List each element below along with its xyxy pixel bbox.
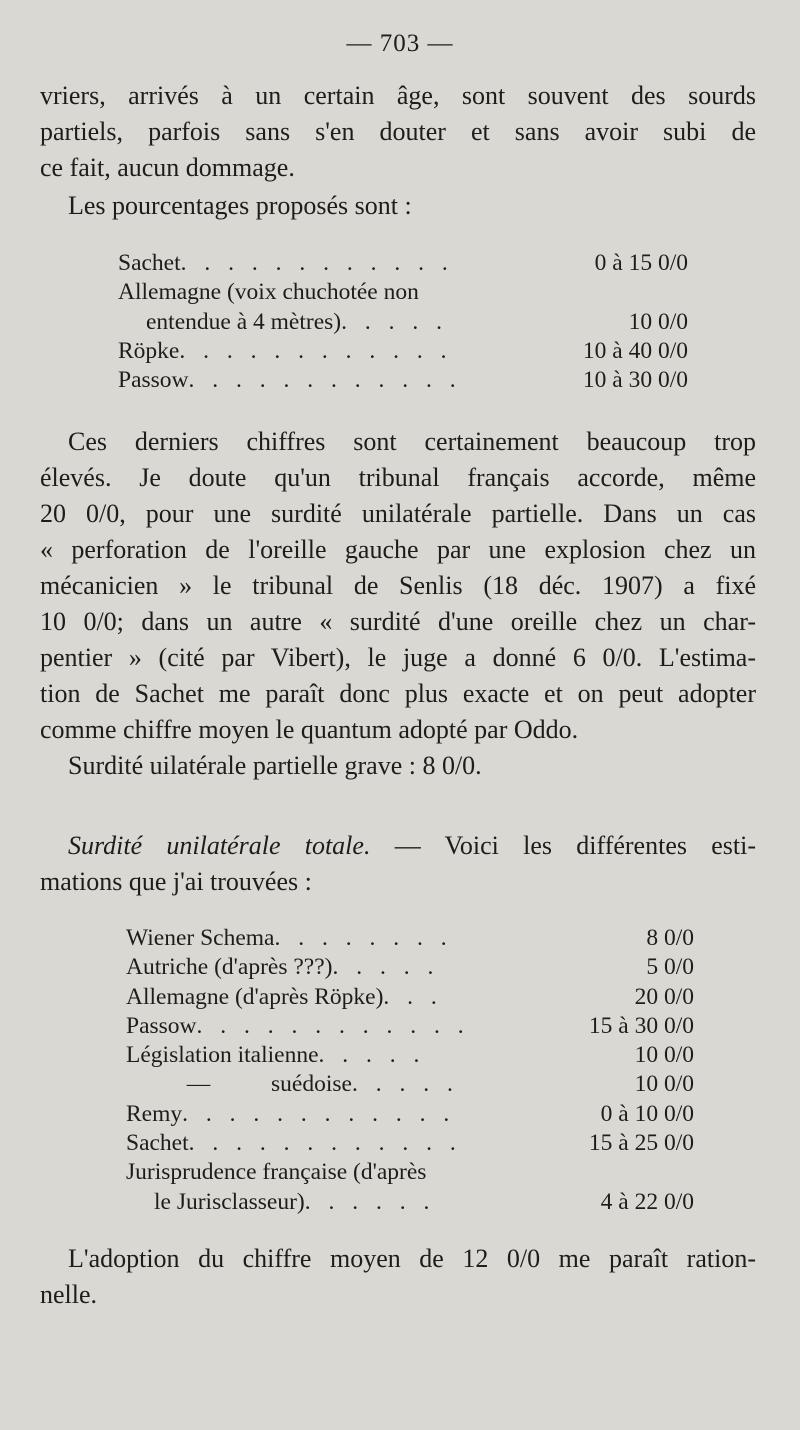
- row-label: Jurisprudence française (d'après: [126, 1159, 427, 1186]
- text-line: pentier » (cité par Vibert), le juge a donné 6 0/0. L'estima-: [40, 643, 756, 672]
- paragraph-conclusion-partial: [40, 748, 756, 784]
- row-value: 10 0/0: [634, 1071, 694, 1098]
- table-row: [126, 1100, 694, 1129]
- text-line: mations que j'ai trouvées :: [40, 867, 312, 896]
- text-line: « perforation de l'oreille gauche par une explosion chez un: [40, 535, 756, 564]
- row-value: 0 à 10 0/0: [600, 1100, 694, 1127]
- text-line: Les pourcentages proposés sont :: [68, 191, 412, 220]
- table-row: [126, 953, 694, 982]
- row-label: Législation italienne: [126, 1042, 319, 1069]
- text-line: mécanicien » le tribunal de Senlis (18 déc. 1907) a fixé: [40, 571, 756, 600]
- table-row: [126, 1070, 694, 1099]
- row-label: Sachet: [118, 250, 181, 276]
- leader-dots: . . . . . . . . . . . .: [196, 1012, 470, 1039]
- leader-dots: . . . . . .: [304, 1188, 436, 1215]
- row-label: Wiener Schema: [126, 925, 275, 951]
- section-total-deafness: [40, 828, 756, 900]
- text-line: — Voici les différentes esti-: [370, 831, 756, 860]
- table-row: [118, 278, 688, 307]
- text-line: ce fait, aucun dommage.: [40, 153, 295, 182]
- leader-dots: . . . . . . . . . . . .: [179, 337, 453, 364]
- row-value: 8 0/0: [646, 925, 694, 951]
- row-value: 10 0/0: [628, 308, 688, 335]
- table-row: [126, 1188, 694, 1217]
- row-value: 4 à 22 0/0: [600, 1188, 694, 1215]
- leader-dots: . . . . . . . . . . . .: [180, 250, 454, 276]
- text-line: 10 0/0; dans un autre « surdité d'une oreille chez un char-: [40, 607, 756, 636]
- leader-dots: . . . . .: [351, 1071, 459, 1098]
- table-row: [118, 337, 688, 366]
- table-row: [126, 1012, 694, 1041]
- percentage-table-total: [126, 924, 694, 1217]
- leader-dots: . . . . .: [341, 308, 448, 335]
- text-line: 20 0/0, pour une surdité unilatérale partielle. Dans un cas: [40, 499, 756, 528]
- page-number: — 703 —: [346, 30, 454, 57]
- table-row: [118, 249, 688, 278]
- row-label: suédoise: [271, 1071, 352, 1098]
- row-value: 10 à 30 0/0: [582, 367, 688, 394]
- leader-dots: . . . . .: [318, 1042, 426, 1069]
- leader-dots: . . .: [383, 983, 443, 1010]
- row-label: Remy: [126, 1100, 183, 1127]
- text-line: comme chiffre moyen le quantum adopté par Oddo.: [40, 715, 579, 744]
- table-row: [126, 1129, 694, 1158]
- row-label: Passow: [126, 1012, 197, 1039]
- row-label: Allemagne (voix chuchotée non: [118, 279, 419, 306]
- paragraph-intro: [40, 188, 756, 224]
- leader-dots: . . . . . . . . . . . .: [188, 367, 462, 394]
- row-label: Sachet: [126, 1130, 189, 1157]
- row-value: 20 0/0: [634, 983, 694, 1010]
- row-label: Allemagne (d'après Röpke): [126, 983, 384, 1010]
- table-row: [126, 1041, 694, 1070]
- ditto-dash: —: [186, 1071, 211, 1098]
- text-line: vriers, arrivés à un certain âge, sont souvent des sourds: [40, 81, 756, 110]
- table-row: [126, 983, 694, 1012]
- section-title: Surdité unilatérale totale.: [68, 831, 371, 860]
- text-line: Surdité uilatérale partielle grave : 8 0/0.: [68, 751, 482, 780]
- row-value: 15 à 25 0/0: [588, 1130, 694, 1157]
- row-value: 10 0/0: [634, 1042, 694, 1069]
- table-row: [126, 1158, 694, 1187]
- leader-dots: . . . . .: [332, 954, 440, 981]
- row-value: 0 à 15 0/0: [594, 250, 688, 276]
- text-line: nelle.: [40, 1280, 98, 1309]
- row-label: entendue à 4 mètres): [146, 308, 342, 335]
- leader-dots: . . . . . . . . . . . .: [182, 1100, 456, 1127]
- percentage-table-partial: [118, 249, 688, 395]
- table-row: [126, 924, 694, 953]
- row-label: Passow: [118, 367, 189, 394]
- paragraph-discussion: [40, 424, 756, 748]
- text-line: L'adoption du chiffre moyen de 12 0/0 me paraît ration-: [68, 1244, 756, 1273]
- text-line: partiels, parfois sans s'en douter et sans avoir subi de: [40, 117, 756, 146]
- paragraph-final: [40, 1241, 756, 1313]
- leader-dots: . . . . . . . .: [274, 925, 453, 951]
- row-label: Autriche (d'après ???): [126, 954, 333, 981]
- paragraph-continuation: [40, 78, 756, 186]
- row-label: le Jurisclasseur): [154, 1188, 305, 1215]
- row-value: 5 0/0: [646, 954, 694, 981]
- text-line: tion de Sachet me paraît donc plus exacte et on peut adopter: [40, 679, 756, 708]
- leader-dots: . . . . . . . . . . . .: [188, 1130, 462, 1157]
- table-row: [118, 366, 688, 395]
- row-label: Röpke: [118, 337, 180, 364]
- text-line: Ces derniers chiffres sont certainement beaucoup trop: [68, 427, 756, 456]
- row-value: 15 à 30 0/0: [588, 1012, 694, 1039]
- row-value: 10 à 40 0/0: [582, 337, 688, 364]
- table-row: [118, 308, 688, 337]
- text-line: élevés. Je doute qu'un tribunal français accorde, même: [40, 463, 756, 492]
